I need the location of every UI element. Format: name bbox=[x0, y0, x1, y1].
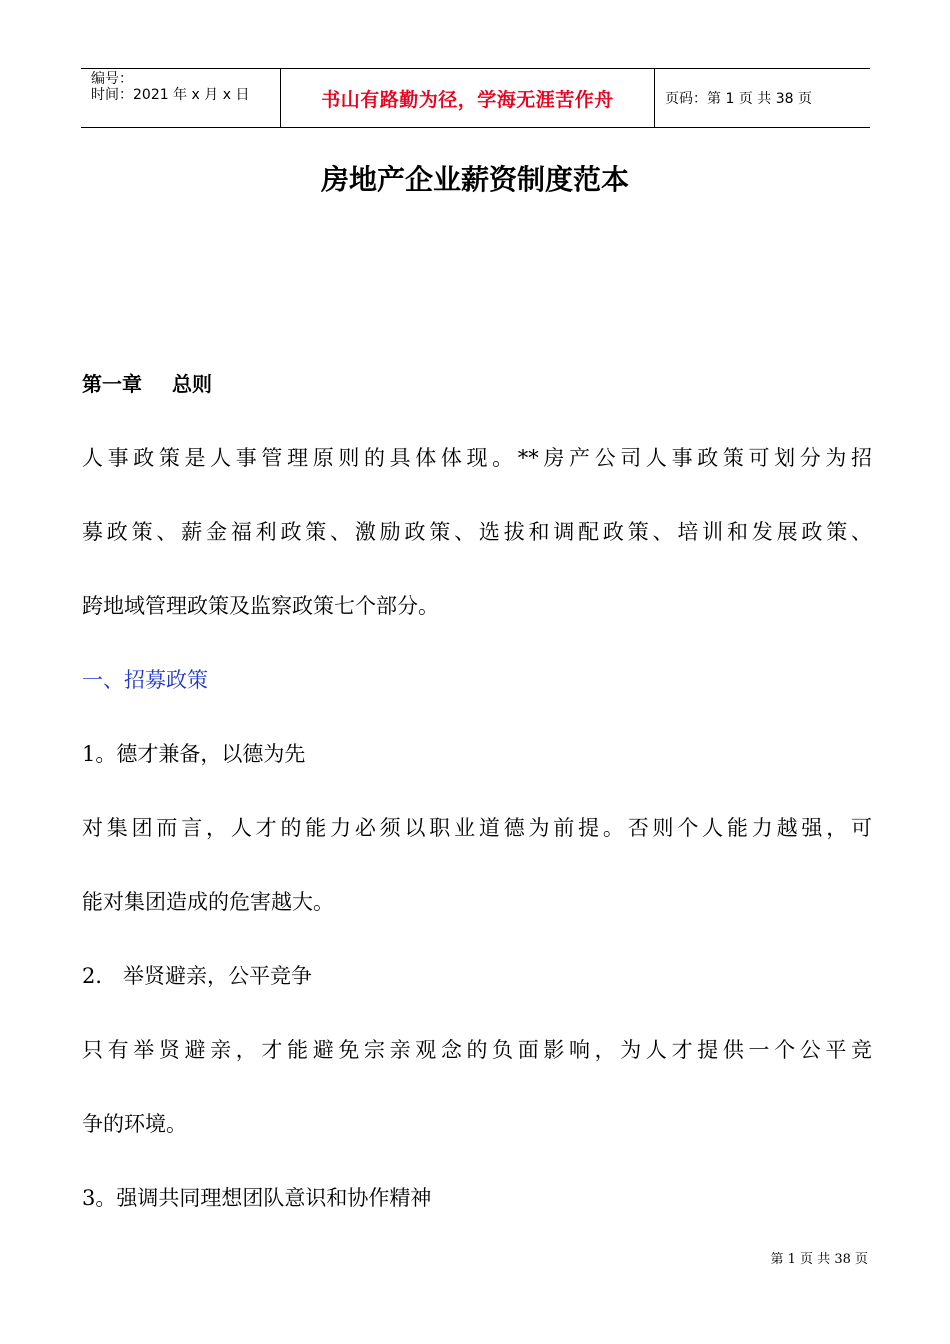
intro-line-3: 跨地域管理政策及监察政策七个部分。 bbox=[82, 594, 439, 618]
section-heading-recruitment: 一、招募政策 bbox=[82, 668, 208, 692]
intro-line-2: 募政策、薪金福利政策、激励政策、选拔和调配政策、培训和发展政策、 bbox=[82, 520, 872, 544]
item-1-line-1: 对集团而言，人才的能力必须以职业道德为前提。否则个人能力越强，可 bbox=[82, 816, 872, 840]
item-1-heading: 1。德才兼备，以德为先 bbox=[82, 742, 306, 766]
header-motto: 书山有路勤为径，学海无涯苦作舟 bbox=[321, 88, 614, 111]
header-motto-cell bbox=[281, 69, 655, 127]
item-3-heading: 3。强调共同理想团队意识和协作精神 bbox=[82, 1186, 432, 1210]
time-label: 时间：2021 年 x 月 x 日 bbox=[91, 87, 250, 103]
header-page-cell bbox=[655, 69, 870, 127]
item-2-heading: 2． 举贤避亲，公平竞争 bbox=[82, 964, 313, 988]
footer-page-number: 第 1 页 共 38 页 bbox=[770, 1252, 868, 1267]
item-1-line-2: 能对集团造成的危害越大。 bbox=[82, 890, 334, 914]
chapter-name: 总则 bbox=[172, 372, 212, 396]
item-2-line-2: 争的环境。 bbox=[82, 1112, 187, 1136]
serial-number-label: 编号： bbox=[91, 71, 133, 87]
intro-line-1: 人事政策是人事管理原则的具体体现。**房产公司人事政策可划分为招 bbox=[82, 446, 872, 470]
chapter-heading bbox=[82, 347, 872, 421]
header-page-label: 页码：第 1 页 共 38 页 bbox=[665, 91, 812, 107]
document-title: 房地产企业薪资制度范本 bbox=[320, 163, 629, 196]
header-meta-cell bbox=[81, 69, 281, 127]
document-body bbox=[82, 347, 872, 1235]
chapter-number: 第一章 bbox=[82, 372, 142, 396]
document-header bbox=[81, 68, 870, 128]
item-2-line-1: 只有举贤避亲，才能避免宗亲观念的负面影响，为人才提供一个公平竞 bbox=[82, 1038, 872, 1062]
